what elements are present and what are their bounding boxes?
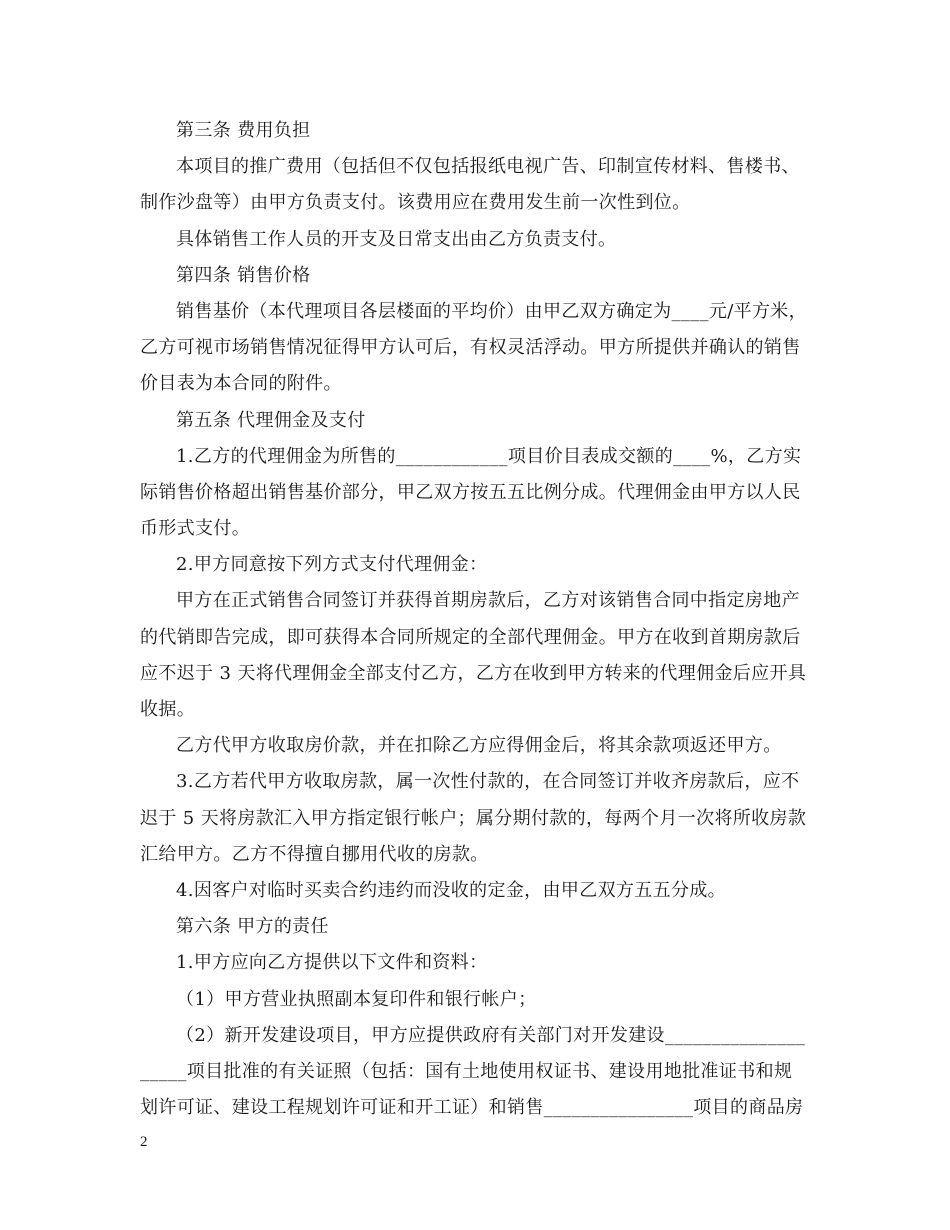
paragraph-line: 销售基价（本代理项目各层楼面的平均价）由甲乙双方确定为____元/平方米，	[176, 300, 808, 322]
paragraph-line: 应不迟于 3 天将代理佣金全部支付乙方，乙方在收到甲方转来的代理佣金后应开具	[140, 662, 807, 684]
page-number: 2	[140, 1134, 148, 1150]
paragraph-line: 价目表为本合同的附件。	[140, 373, 342, 395]
paragraph-line: 乙方可视市场销售情况征得甲方认可后，有权灵活浮动。甲方所提供并确认的销售	[140, 337, 801, 359]
paragraph-line: 汇给甲方。乙方不得擅自挪用代收的房款。	[140, 843, 489, 865]
paragraph-line: _____项目批准的有关证照（包括：国有土地使用权证书、建设用地批准证书和规	[140, 1060, 793, 1082]
paragraph-line: 迟于 5 天将房款汇入甲方指定银行帐户；属分期付款的，每两个月一次将所收房款	[140, 807, 807, 829]
section-heading-article-5: 第五条 代理佣金及支付	[176, 409, 366, 431]
document-page	[140, 113, 820, 1126]
paragraph-line: （1）甲方营业执照副本复印件和银行帐户；	[176, 988, 537, 1010]
paragraph-line: 的代销即告完成，即可获得本合同所规定的全部代理佣金。甲方在收到首期房款后	[140, 626, 801, 648]
paragraph-line: 收据。	[140, 699, 196, 720]
paragraph-line: 1.乙方的代理佣金为所售的____________项目价目表成交额的____%，乙方实	[176, 445, 802, 467]
section-heading-article-3: 第三条 费用负担	[176, 120, 311, 141]
paragraph-line: （2）新开发建设项目，甲方应提供政府有关部门对开发建设_______________	[176, 1024, 806, 1046]
section-heading-article-4: 第四条 销售价格	[176, 264, 311, 286]
paragraph-line: 具体销售工作人员的开支及日常支出由乙方负责支付。	[176, 228, 617, 250]
paragraph-line: 际销售价格超出销售基价部分，甲乙双方按五五比例分成。代理佣金由甲方以人民	[140, 481, 801, 503]
paragraph-line: 3.乙方若代甲方收取房款，属一次性付款的，在合同签订并收齐房款后，应不	[176, 771, 800, 793]
paragraph-line: 乙方代甲方收取房价款，并在扣除乙方应得佣金后，将其余款项返还甲方。	[176, 735, 782, 757]
paragraph-line: 本项目的推广费用（包括但不仅包括报纸电视广告、印制宣传材料、售楼书、	[176, 156, 800, 178]
paragraph-line: 4.因客户对临时买卖合约违约而没收的定金，由甲乙双方五五分成。	[176, 879, 727, 901]
section-heading-article-6: 第六条 甲方的责任	[176, 916, 329, 938]
paragraph-line: 甲方在正式销售合同签订并获得首期房款后，乙方对该销售合同中指定房地产	[176, 590, 800, 612]
paragraph-line: 制作沙盘等）由甲方负责支付。该费用应在费用发生前一次性到位。	[140, 192, 691, 214]
paragraph-line: 划许可证、建设工程规划许可证和开工证）和销售________________项目的商品房	[140, 1097, 804, 1119]
paragraph-line: 1.甲方应向乙方提供以下文件和资料：	[176, 952, 488, 974]
paragraph-line: 币形式支付。	[140, 518, 251, 540]
paragraph-line: 2.甲方同意按下列方式支付代理佣金：	[176, 554, 488, 576]
